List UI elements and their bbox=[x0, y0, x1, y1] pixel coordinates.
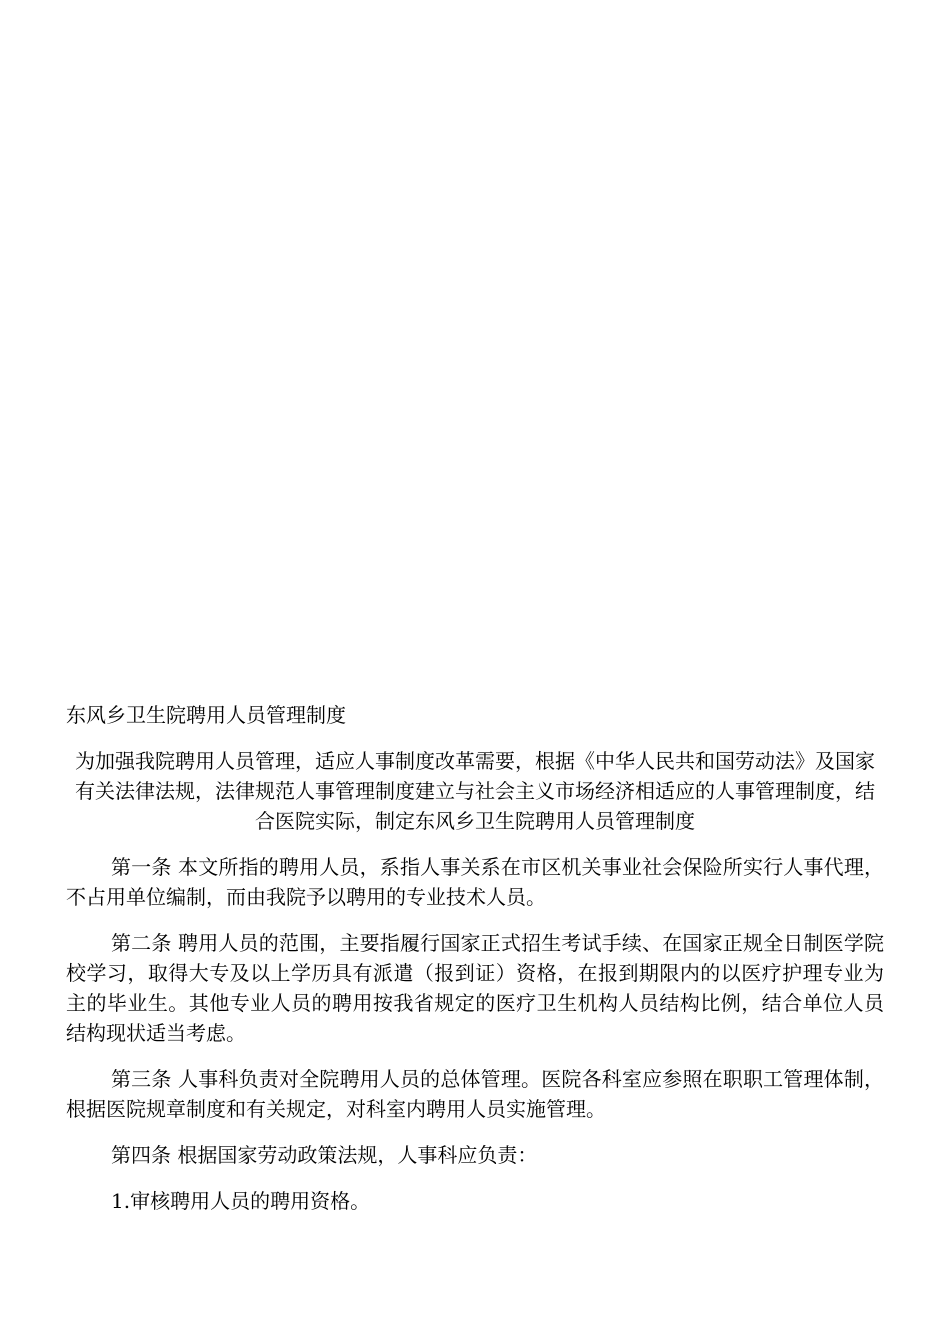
article-2: 第二条 聘用人员的范围，主要指履行国家正式招生考试手续、在国家正规全日制医学院校学习，取得大专及以上学历具有派遣（报到证）资格，在报到期限内的以医疗护理专业为主的毕业生。其他专业人员的聘用按我省规定的医疗卫生机构人员结构比例，结合单位人员结构现状适当考虑。 bbox=[66, 931, 884, 1045]
document-body bbox=[66, 700, 884, 1216]
article-3: 第三条 人事科负责对全院聘用人员的总体管理。医院各科室应参照在职职工管理体制，根据医院规章制度和有关规定，对科室内聘用人员实施管理。 bbox=[66, 1067, 884, 1121]
article-4: 第四条 根据国家劳动政策法规，人事科应负责： bbox=[111, 1143, 538, 1167]
intro-paragraph: 为加强我院聘用人员管理，适应人事制度改革需要，根据《中华人民共和国劳动法》及国家有关法律法规，法律规范人事管理制度建立与社会主义市场经济相适应的人事管理制度，结合医院实际，制定东风乡卫生院聘用人员管理制度 bbox=[75, 749, 875, 833]
list-item: 1.审核聘用人员的聘用资格。 bbox=[111, 1189, 371, 1213]
article-1: 第一条 本文所指的聘用人员，系指人事关系在市区机关事业社会保险所实行人事代理，不占用单位编制，而由我院予以聘用的专业技术人员。 bbox=[66, 855, 884, 909]
document-title: 东风乡卫生院聘用人员管理制度 bbox=[66, 703, 346, 727]
